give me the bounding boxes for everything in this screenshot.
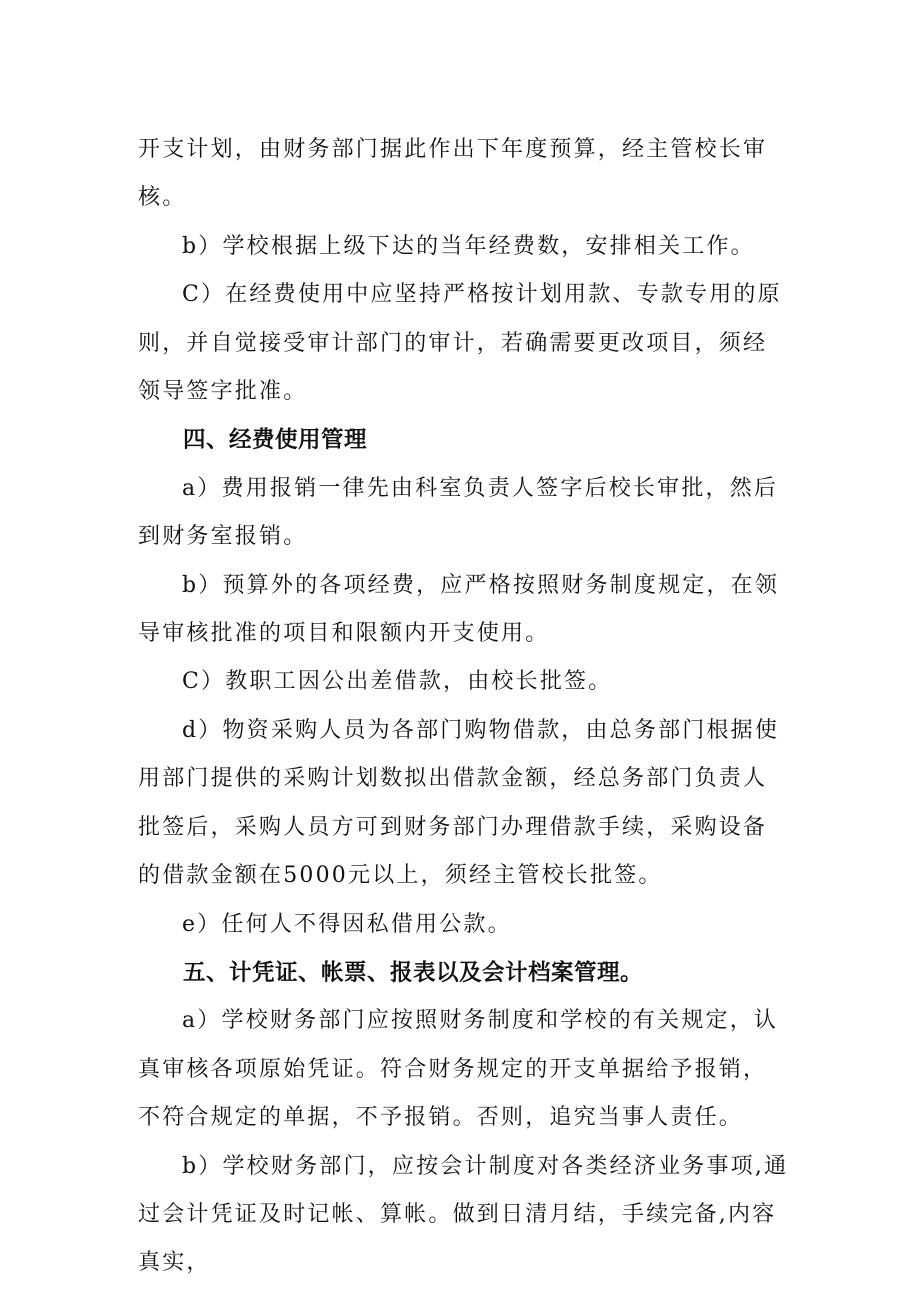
paragraph-item-c-travel-loan: C）教职工因公出差借款，由校长批签。 <box>182 669 613 695</box>
paragraph-item-d-procurement-loan: d）物资采购人员为各部门购物借款，由总务部门根据使用部门提供的采购计划数拟出借款金额，经总务部门负责人批签后，采购人员方可到财务部门办理借款手续，采购设备的借款金额在5000元以上，须经主管校长批签。 <box>138 717 780 889</box>
paragraph-item-b-annual-funds: b）学校根据上级下达的当年经费数，安排相关工作。 <box>182 233 755 259</box>
section-heading-fund-management: 四、经费使用管理 <box>183 427 368 454</box>
paragraph-item-e-no-private-borrowing: e）任何人不得因私借用公款。 <box>182 911 512 937</box>
paragraph-item-a-reimbursement: a）费用报销一律先由科室负责人签字后校长审批，然后到财务室报销。 <box>138 475 779 550</box>
paragraph-item-b-extra-budget: b）预算外的各项经费，应严格按照财务制度规定，在领导审核批准的项目和限额内开支使用。 <box>138 572 780 647</box>
paragraph-item-c-fund-usage: C）在经费使用中应坚持严格按计划用款、专款专用的原则，并自觉接受审计部门的审计，若确需要更改项目，须经领导签字批准。 <box>138 282 782 405</box>
paragraph-budget-continuation: 开支计划，由财务部门据此作出下年度预算，经主管校长审核。 <box>138 137 768 211</box>
paragraph-item-a-voucher-review: a）学校财务部门应按照财务制度和学校的有关规定，认真审核各项原始凭证。符合财务规定的开支单据给予报销，不符合规定的单据，不予报销。否则，追究当事人责任。 <box>138 1008 779 1131</box>
document-body <box>138 126 790 1288</box>
section-heading-accounting-records: 五、计凭证、帐票、报表以及会计档案管理。 <box>183 959 644 986</box>
paragraph-item-b-bookkeeping: b）学校财务部门，应按会计制度对各类经济业务事项,通过会计凭证及时记帐、算帐。做到日清月结，手续完备,内容真实， <box>138 1153 789 1276</box>
